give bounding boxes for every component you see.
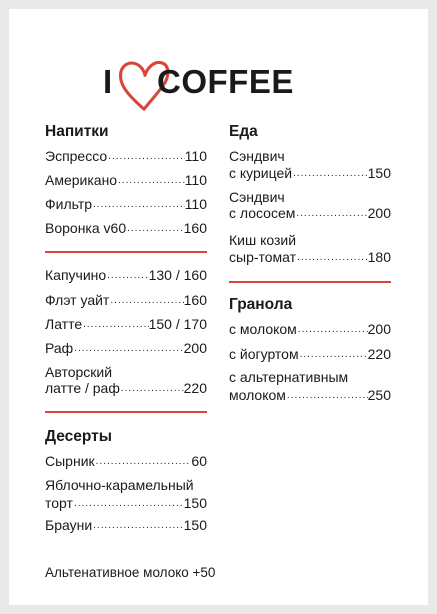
menu-item-line1: с альтернативным [229,369,349,385]
divider [45,411,207,413]
menu-item: Раф ..... 200 [45,340,207,357]
section-title-granola: Гранола [229,296,293,313]
menu-item: с лососем ..... 200 [229,205,391,222]
menu-item: Брауни ..... 150 [45,517,207,534]
divider [45,251,207,253]
section-title-drinks: Напитки [45,123,109,140]
logo-letter: I [103,63,113,100]
menu-item: Сырник ..... 60 [45,453,207,470]
menu-item-line1: Киш козий [229,232,297,248]
menu-item: с молоком ..... 200 [229,321,391,338]
menu-item-line1: Сэндвич [229,189,285,205]
menu-item-line1: Сэндвич [229,148,285,164]
menu-item: с курицей ..... 150 [229,165,391,182]
menu-item-line1: Авторский [45,364,113,380]
section-title-food: Еда [229,123,258,140]
left-column [45,9,207,605]
menu-item: Воронка v60 ..... 160 [45,220,207,237]
menu-item: Капучино ..... 130 / 160 [45,267,207,284]
menu-item: Фильтр ..... 110 [45,196,207,213]
right-column [229,9,391,605]
menu-item: Американо ..... 110 [45,172,207,189]
menu-item: молоком ..... 250 [229,387,391,404]
section-title-desserts: Десерты [45,428,112,445]
logo-word: COFFEE [157,63,294,100]
menu-item: сыр-томат ..... 180 [229,249,391,266]
menu-sheet [9,9,428,605]
menu-item: латте / раф ..... 220 [45,380,207,397]
menu-item: торт ..... 150 [45,495,207,512]
menu-item: Латте ..... 150 / 170 [45,316,207,333]
menu-item: с йогуртом ..... 220 [229,346,391,363]
divider [229,281,391,283]
menu-item-line1: Яблочно-карамельный [45,477,194,493]
menu-item: Флэт уайт ..... 160 [45,292,207,309]
menu-item: Эспрессо ..... 110 [45,148,207,165]
footer-note: Альтенативное молоко +50 [45,565,216,580]
